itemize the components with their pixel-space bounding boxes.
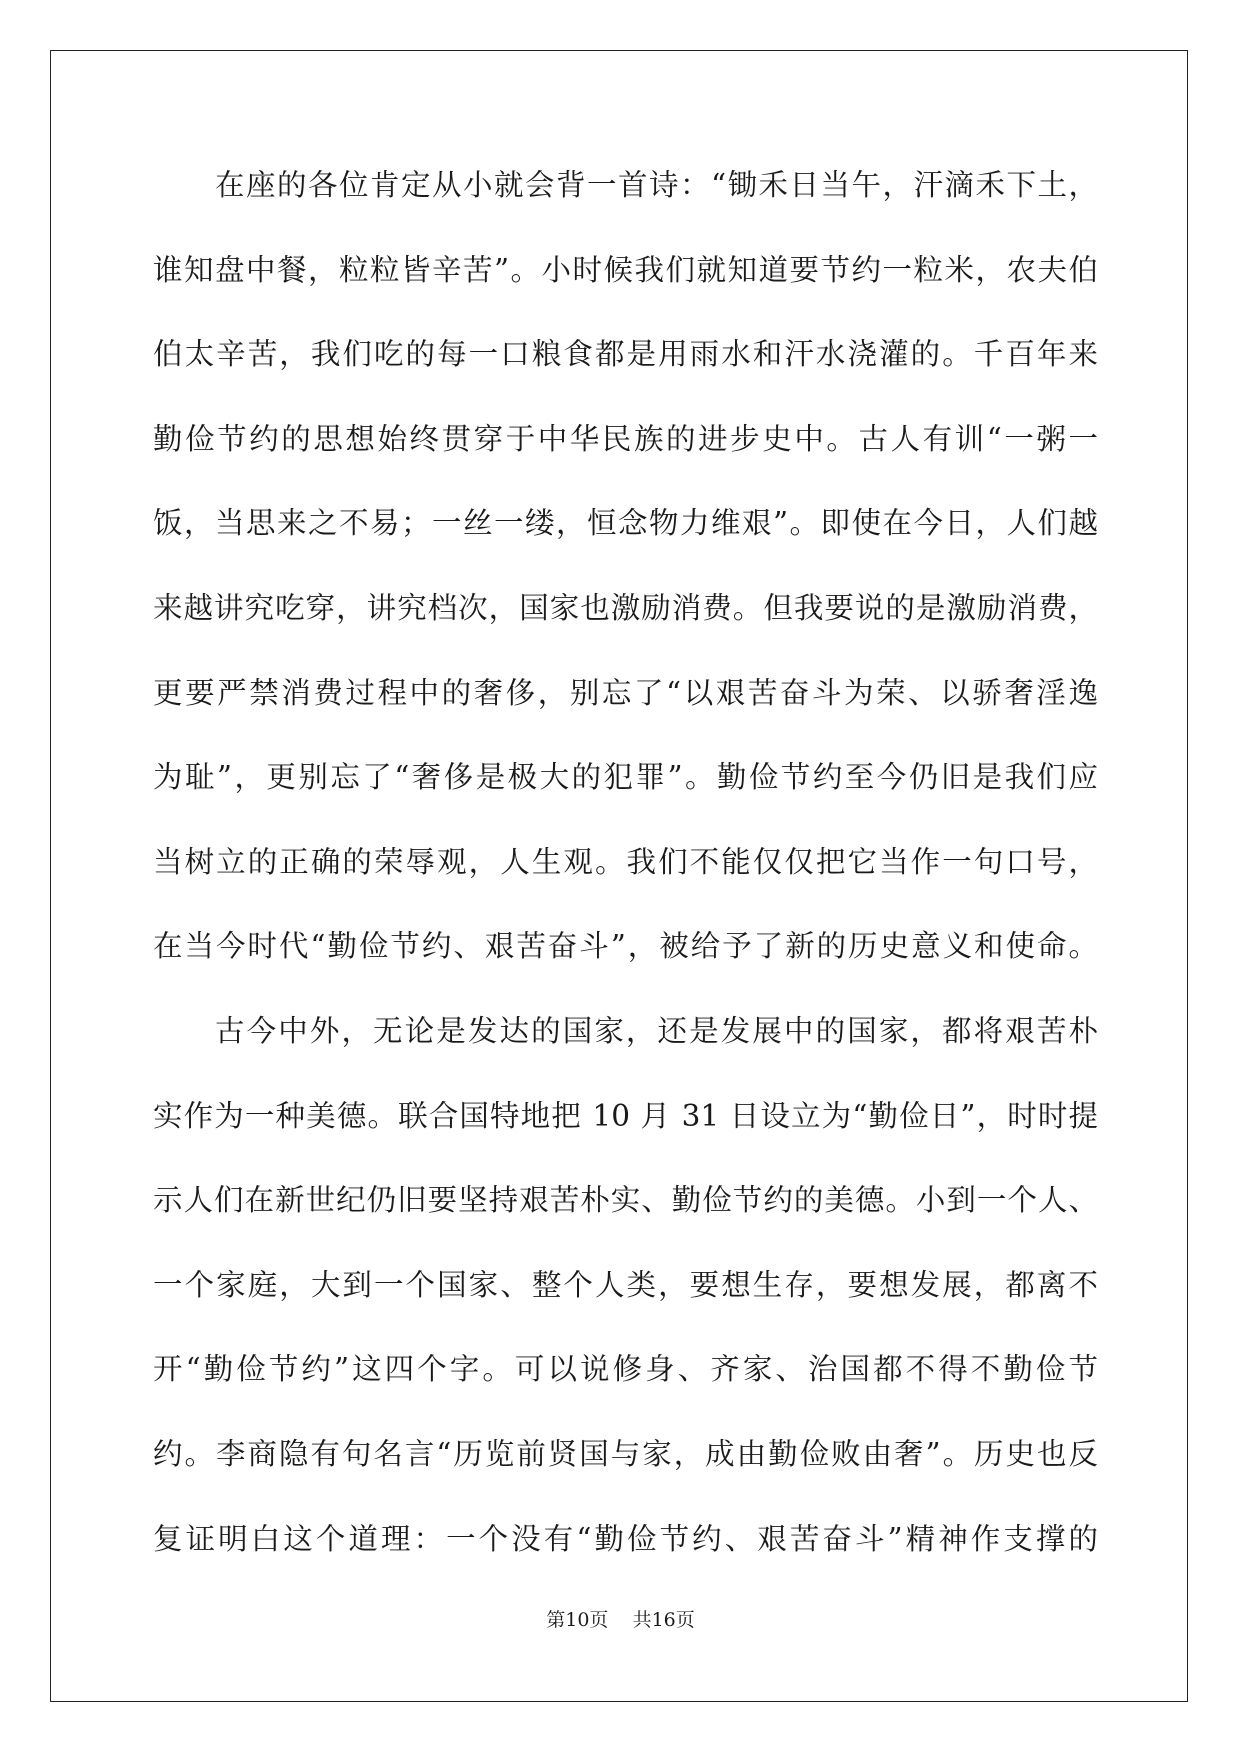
paragraph-1-line-2: 谁知盘中餐，粒粒皆辛苦”。小时候我们就知道要节约一粒米，农夫伯 [153,252,1098,287]
paragraph-1-line-7: 更要严禁消费过程中的奢侈，别忘了“以艰苦奋斗为荣、以骄奢淫逸 [153,675,1098,710]
paragraph-1-line-5: 饭，当思来之不易；一丝一缕，恒念物力维艰”。即使在今日，人们越 [153,506,1098,541]
paragraph-1-line-3: 伯太辛苦，我们吃的每一口粮食都是用雨水和汗水浇灌的。千百年来 [153,337,1098,372]
paragraph-1-line-10: 在当今时代“勤俭节约、艰苦奋斗”，被给予了新的历史意义和使命。 [153,929,1098,964]
paragraph-1-line-6: 来越讲究吃穿，讲究档次，国家也激励消费。但我要说的是激励消费， [153,590,1098,625]
paragraph-2-line-4: 一个家庭，大到一个国家、整个人类，要想生存，要想发展，都离不 [153,1267,1098,1302]
paragraph-1-line-9: 当树立的正确的荣辱观，人生观。我们不能仅仅把它当作一句口号， [153,844,1098,879]
paragraph-1-line-4: 勤俭节约的思想始终贯穿于中华民族的进步史中。古人有训“一粥一 [153,421,1098,456]
paragraph-2-line-1: 古今中外，无论是发达的国家，还是发展中的国家，都将艰苦朴 [215,1013,1098,1048]
paragraph-2-line-2: 实作为一种美德。联合国特地把 10 月 31 日设立为“勤俭日”，时时提 [153,1098,1098,1133]
paragraph-2-line-6: 约。李商隐有句名言“历览前贤国与家，成由勤俭败由奢”。历史也反 [153,1436,1098,1471]
paragraph-2-line-5: 开“勤俭节约”这四个字。可以说修身、齐家、治国都不得不勤俭节 [153,1352,1098,1387]
paragraph-2-line-3: 示人们在新世纪仍旧要坚持艰苦朴实、勤俭节约的美德。小到一个人、 [153,1183,1098,1218]
body-text [153,160,1098,1598]
page-number-footer: 第10页 共16页 [546,1609,695,1631]
paragraph-1-line-1: 在座的各位肯定从小就会背一首诗：“锄禾日当午，汗滴禾下土， [215,168,1098,202]
paragraph-1-line-8: 为耻”，更别忘了“奢侈是极大的犯罪”。勤俭节约至今仍旧是我们应 [153,760,1098,795]
paragraph-2-line-7: 复证明白这个道理：一个没有“勤俭节约、艰苦奋斗”精神作支撑的 [153,1521,1098,1556]
